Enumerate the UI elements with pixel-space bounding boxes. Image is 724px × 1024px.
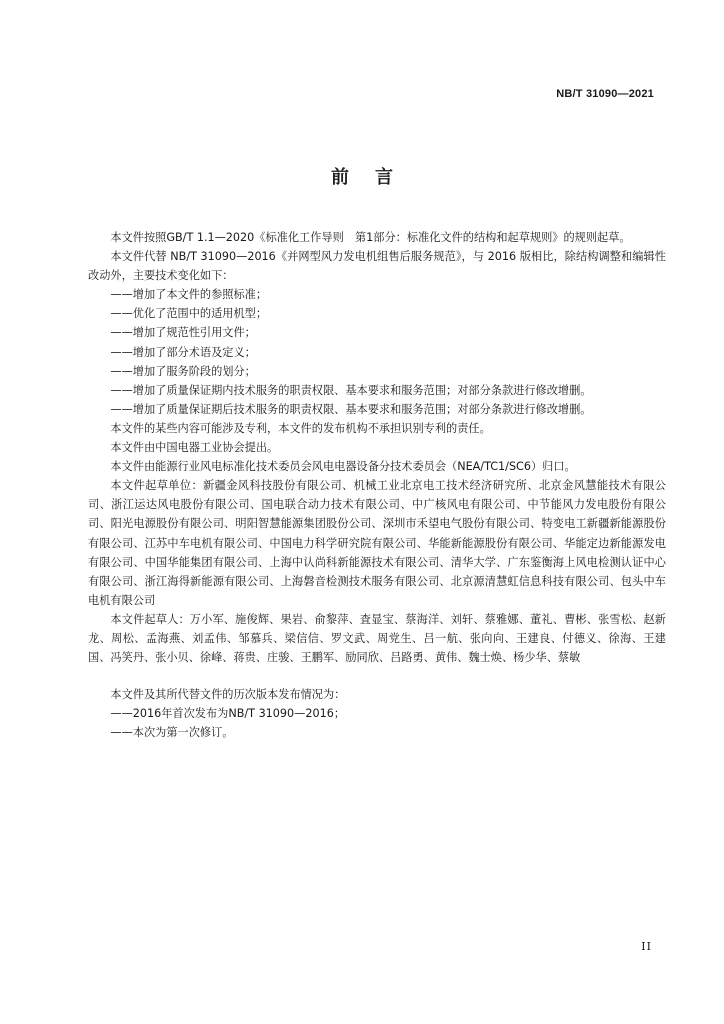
paragraph-drafting-rules: 本文件按照GB/T 1.1—2020《标准化工作导则 第1部分：标准化文件的结构和起草规则》的规则起草。	[110, 231, 631, 244]
paragraph-drafters: 本文件起草人：万小军、施俊辉、果岩、俞黎萍、査显宝、蔡海洋、刘轩、蔡雅娜、董礼、曹彬、张雪松、赵新龙、周松、孟海燕、刘孟伟、邹慕兵、梁信信、罗文武、周党生、吕一航、张向向、王建良、付德义、徐海、王建国、冯笑丹、张小贝、徐峰、蒋贵、庄骏、王鹏军、励同欣、吕路勇、黄伟、魏士焕、杨少华、蔡敏	[88, 612, 666, 665]
page-number: II	[641, 940, 652, 953]
change-item: ——增加了规范性引用文件；	[110, 326, 256, 340]
section-title: 前言	[331, 167, 419, 188]
change-item: ——优化了范围中的适用机型；	[110, 307, 268, 321]
change-item: ——增加了本文件的参照标准；	[110, 288, 268, 302]
change-item: ——增加了部分术语及定义；	[110, 345, 256, 359]
foreword-body	[88, 228, 666, 742]
change-item: ——增加了质量保证期后技术服务的职责权限、基本要求和服务范围；对部分条款进行修改增删。	[110, 402, 592, 416]
paragraph-history: 本文件及其所代替文件的历次版本发布情况为：	[110, 688, 346, 702]
paragraph-replacement: 本文件代替 NB/T 31090—2016《并网型风力发电机组售后服务规范》，与 2016 版相比，除结构调整和编辑性改动外，主要技术变化如下：	[88, 250, 666, 283]
history-item: ——2016年首次发布为NB/T 31090—2016；	[110, 707, 346, 721]
paragraph-patent: 本文件的某些内容可能涉及专利，本文件的发布机构不承担识别专利的责任。	[110, 421, 491, 435]
history-item: ——本次为第一次修订。	[110, 726, 234, 740]
change-item: ——增加了质量保证期内技术服务的职责权限、基本要求和服务范围；对部分条款进行修改增删。	[110, 383, 592, 397]
document-code: NB/T 31090—2021	[556, 88, 654, 100]
paragraph-committee: 本文件由能源行业风电标准化技术委员会风电电器设备分技术委员会（NEA/TC1/SC6）归口。	[110, 460, 576, 474]
paragraph-proposer: 本文件由中国电器工业协会提出。	[110, 441, 279, 455]
change-item: ——增加了服务阶段的划分；	[110, 364, 256, 378]
paragraph-drafting-units: 本文件起草单位：新疆金风科技股份有限公司、机械工业北京电工技术经济研究所、北京金风慧能技术有限公司、浙江运达风电股份有限公司、国电联合动力技术有限公司、中广核风电有限公司、中节能风力发电股份有限公司、阳光电源股份有限公司、明阳智慧能源集团股份公司、深圳市禾望电气股份有限公司、特变电工新疆新能源股份有限公司、江苏中车电机有限公司、中国电力科学研究院有限公司、华能新能源股份有限公司、华能定边新能源发电有限公司、中国华能集团有限公司、上海中认尚科新能源技术有限公司、清华大学、广东鉴衡海上风电检测认证中心有限公司、浙江海得新能源有限公司、上海磐音检测技术服务有限公司、北京源清慧虹信息科技有限公司、包头中车电机有限公司	[88, 479, 666, 607]
spacer	[88, 667, 666, 685]
